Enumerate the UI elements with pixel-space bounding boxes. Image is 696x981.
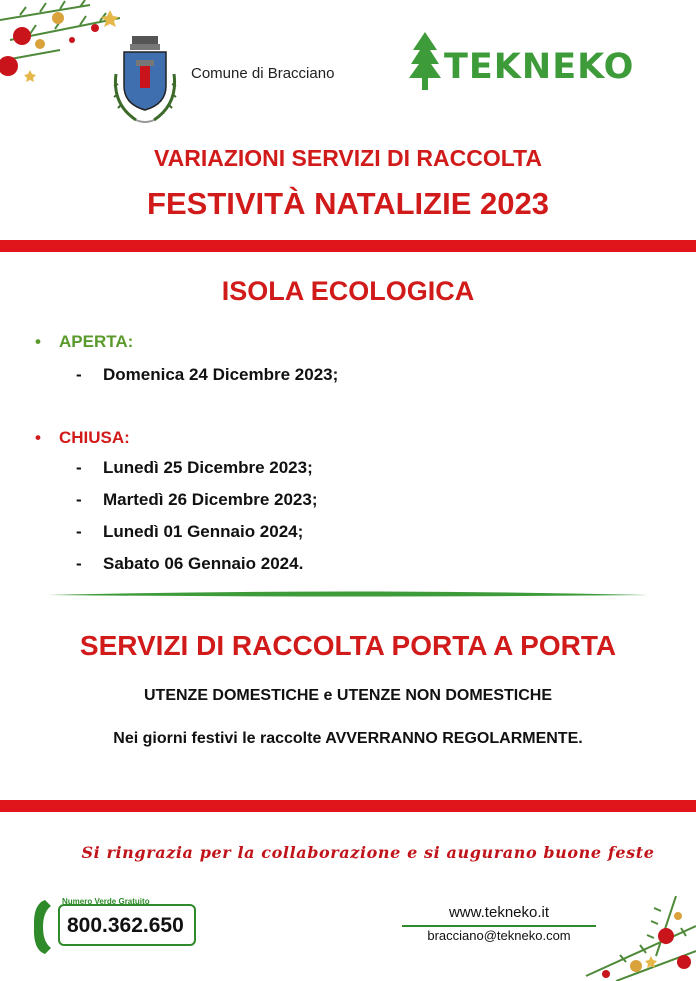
aperta-bullet: [35, 332, 133, 352]
dash-icon: -: [76, 490, 82, 509]
red-divider-bottom: [0, 800, 696, 812]
utenze-text: UTENZE DOMESTICHE e UTENZE NON DOMESTICHE: [143, 687, 553, 704]
green-divider-line: [48, 590, 648, 600]
chiusa-date: - Sabato 06 Gennaio 2024.: [76, 554, 304, 573]
bullet-dot-icon: •: [35, 428, 41, 447]
isola-ecologica-heading: ISOLA ECOLOGICA: [221, 276, 475, 306]
toll-free-label: Numero Verde Gratuito: [62, 897, 150, 906]
red-divider-top: [0, 240, 696, 252]
comune-crest-logo: [106, 34, 184, 126]
dash-icon: -: [76, 365, 82, 384]
dash-icon: -: [76, 522, 82, 541]
porta-a-porta-heading: SERVIZI DI RACCOLTA PORTA A PORTA: [79, 630, 617, 661]
bullet-dot-icon: •: [35, 332, 41, 351]
dash-icon: -: [76, 458, 82, 477]
thanks-message: Si ringrazia per la collaborazione e si augurano buone feste: [81, 843, 655, 862]
dash-icon: -: [76, 554, 82, 573]
title-variazioni: VARIAZIONI SERVIZI DI RACCOLTA: [153, 145, 543, 171]
phone-icon: [31, 898, 57, 956]
chiusa-date: - Martedì 26 Dicembre 2023;: [76, 490, 318, 509]
chiusa-label: CHIUSA:: [59, 428, 130, 447]
chiusa-bullet: [35, 428, 130, 448]
tree-logo-icon: [409, 32, 441, 92]
chiusa-date: - Lunedì 01 Gennaio 2024;: [76, 522, 304, 541]
title-festivita: FESTIVITÀ NATALIZIE 2023: [147, 186, 549, 221]
festivi-text: Nei giorni festivi le raccolte AVVERRANNO REGOLARMENTE.: [113, 730, 583, 747]
aperta-date: - Domenica 24 Dicembre 2023;: [76, 365, 339, 384]
email-link[interactable]: bracciano@tekneko.com: [427, 928, 571, 943]
website-link[interactable]: www.tekneko.it: [448, 904, 550, 921]
phone-number[interactable]: 800.362.650: [67, 914, 184, 937]
christmas-decoration-bottom-right: [566, 896, 696, 981]
brand-logo-text: TEKNEKO: [444, 47, 635, 87]
comune-name: Comune di Bracciano: [191, 65, 335, 82]
chiusa-date: - Lunedì 25 Dicembre 2023;: [76, 458, 313, 477]
aperta-label: APERTA:: [59, 332, 134, 351]
